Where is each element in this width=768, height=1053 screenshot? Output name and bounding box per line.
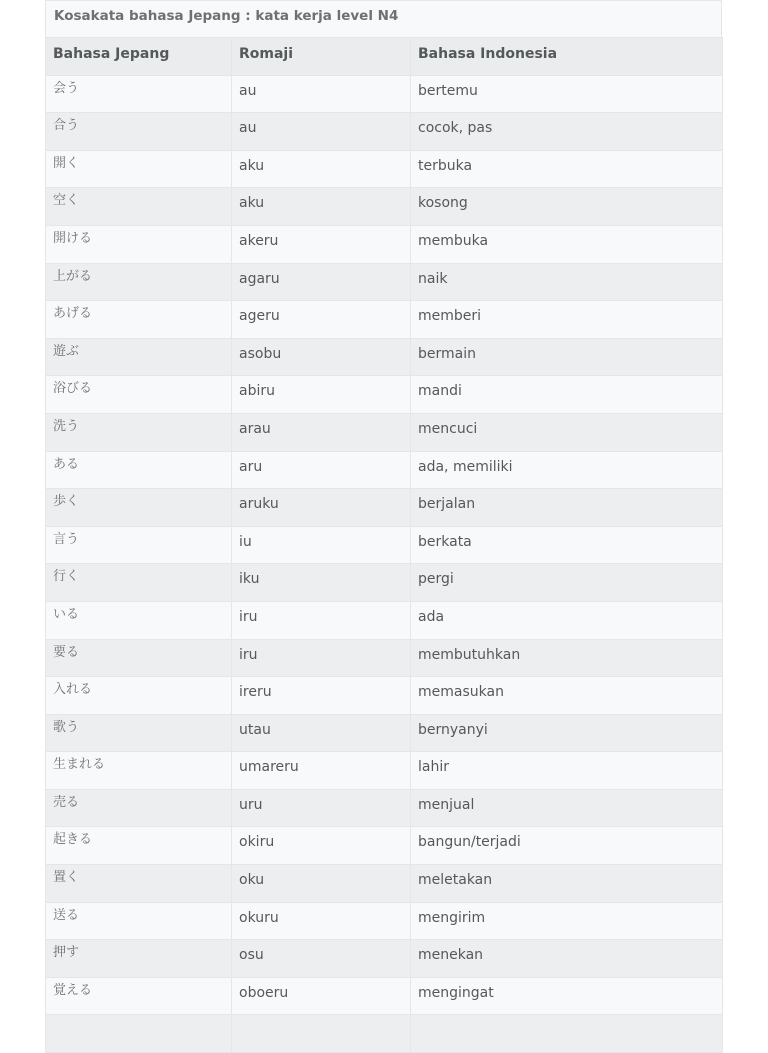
cell-japanese: 歌う <box>46 714 232 752</box>
table-row <box>46 601 723 639</box>
vocabulary-table-container <box>45 0 722 1053</box>
cell-indonesian: menekan <box>411 940 723 978</box>
table-body <box>46 75 723 1052</box>
cell-japanese: 遊ぶ <box>46 338 232 376</box>
table-row <box>46 263 723 301</box>
table-row <box>46 639 723 677</box>
table-row <box>46 714 723 752</box>
cell-romaji: umareru <box>232 752 411 790</box>
table-row <box>46 977 723 1015</box>
cell-romaji: akeru <box>232 225 411 263</box>
cell-japanese: 送る <box>46 902 232 940</box>
cell-indonesian: membuka <box>411 225 723 263</box>
cell-indonesian: meletakan <box>411 865 723 903</box>
table-row <box>46 489 723 527</box>
vocabulary-table <box>45 37 723 1053</box>
cell-japanese <box>46 1015 232 1053</box>
column-header-japanese: Bahasa Jepang <box>46 38 232 76</box>
column-header-indonesian: Bahasa Indonesia <box>411 38 723 76</box>
cell-indonesian: bernyanyi <box>411 714 723 752</box>
table-row <box>46 1015 723 1053</box>
table-row <box>46 827 723 865</box>
cell-romaji: iru <box>232 601 411 639</box>
cell-japanese: 言う <box>46 526 232 564</box>
cell-indonesian: bangun/terjadi <box>411 827 723 865</box>
cell-japanese: 歩く <box>46 489 232 527</box>
cell-indonesian: bermain <box>411 338 723 376</box>
cell-indonesian: membutuhkan <box>411 639 723 677</box>
table-caption: Kosakata bahasa Jepang : kata kerja level N4 <box>45 0 722 37</box>
cell-indonesian: mengirim <box>411 902 723 940</box>
cell-indonesian: mengingat <box>411 977 723 1015</box>
table-row <box>46 451 723 489</box>
cell-japanese: 起きる <box>46 827 232 865</box>
cell-romaji: abiru <box>232 376 411 414</box>
cell-japanese: 浴びる <box>46 376 232 414</box>
cell-romaji: aruku <box>232 489 411 527</box>
table-row <box>46 376 723 414</box>
cell-japanese: いる <box>46 601 232 639</box>
table-row <box>46 338 723 376</box>
cell-japanese: 押す <box>46 940 232 978</box>
cell-indonesian: cocok, pas <box>411 113 723 151</box>
cell-japanese: 生まれる <box>46 752 232 790</box>
cell-indonesian: mencuci <box>411 413 723 451</box>
column-header-romaji: Romaji <box>232 38 411 76</box>
table-row <box>46 225 723 263</box>
cell-indonesian: lahir <box>411 752 723 790</box>
cell-indonesian: mandi <box>411 376 723 414</box>
cell-romaji: uru <box>232 789 411 827</box>
cell-japanese: ある <box>46 451 232 489</box>
cell-japanese: 洗う <box>46 413 232 451</box>
cell-japanese: 行く <box>46 564 232 602</box>
cell-romaji: au <box>232 75 411 113</box>
cell-romaji: ireru <box>232 677 411 715</box>
cell-indonesian: terbuka <box>411 150 723 188</box>
cell-indonesian: ada, memiliki <box>411 451 723 489</box>
cell-indonesian: berjalan <box>411 489 723 527</box>
cell-japanese: 覚える <box>46 977 232 1015</box>
cell-romaji: okuru <box>232 902 411 940</box>
cell-japanese: 開ける <box>46 225 232 263</box>
header-row <box>46 38 723 76</box>
cell-romaji: osu <box>232 940 411 978</box>
table-row <box>46 752 723 790</box>
table-row <box>46 150 723 188</box>
cell-indonesian: naik <box>411 263 723 301</box>
cell-japanese: 空く <box>46 188 232 226</box>
cell-indonesian: berkata <box>411 526 723 564</box>
cell-japanese: 開く <box>46 150 232 188</box>
cell-romaji: aru <box>232 451 411 489</box>
table-row <box>46 75 723 113</box>
table-row <box>46 902 723 940</box>
cell-japanese: あげる <box>46 301 232 339</box>
table-row <box>46 564 723 602</box>
table-row <box>46 526 723 564</box>
cell-japanese: 会う <box>46 75 232 113</box>
cell-romaji: arau <box>232 413 411 451</box>
cell-romaji <box>232 1015 411 1053</box>
cell-indonesian: kosong <box>411 188 723 226</box>
cell-indonesian <box>411 1015 723 1053</box>
table-row <box>46 865 723 903</box>
table-row <box>46 940 723 978</box>
table-row <box>46 413 723 451</box>
cell-indonesian: menjual <box>411 789 723 827</box>
cell-romaji: au <box>232 113 411 151</box>
cell-romaji: aku <box>232 188 411 226</box>
cell-japanese: 入れる <box>46 677 232 715</box>
cell-indonesian: bertemu <box>411 75 723 113</box>
cell-japanese: 合う <box>46 113 232 151</box>
cell-romaji: iku <box>232 564 411 602</box>
cell-japanese: 売る <box>46 789 232 827</box>
cell-indonesian: ada <box>411 601 723 639</box>
cell-romaji: ageru <box>232 301 411 339</box>
cell-romaji: okiru <box>232 827 411 865</box>
cell-japanese: 置く <box>46 865 232 903</box>
cell-japanese: 要る <box>46 639 232 677</box>
cell-romaji: aku <box>232 150 411 188</box>
cell-romaji: utau <box>232 714 411 752</box>
cell-japanese: 上がる <box>46 263 232 301</box>
cell-romaji: iru <box>232 639 411 677</box>
cell-romaji: asobu <box>232 338 411 376</box>
cell-romaji: agaru <box>232 263 411 301</box>
cell-indonesian: pergi <box>411 564 723 602</box>
table-row <box>46 113 723 151</box>
table-row <box>46 188 723 226</box>
table-row <box>46 677 723 715</box>
table-row <box>46 301 723 339</box>
cell-romaji: iu <box>232 526 411 564</box>
cell-romaji: oku <box>232 865 411 903</box>
table-row <box>46 789 723 827</box>
cell-indonesian: memasukan <box>411 677 723 715</box>
cell-indonesian: memberi <box>411 301 723 339</box>
cell-romaji: oboeru <box>232 977 411 1015</box>
